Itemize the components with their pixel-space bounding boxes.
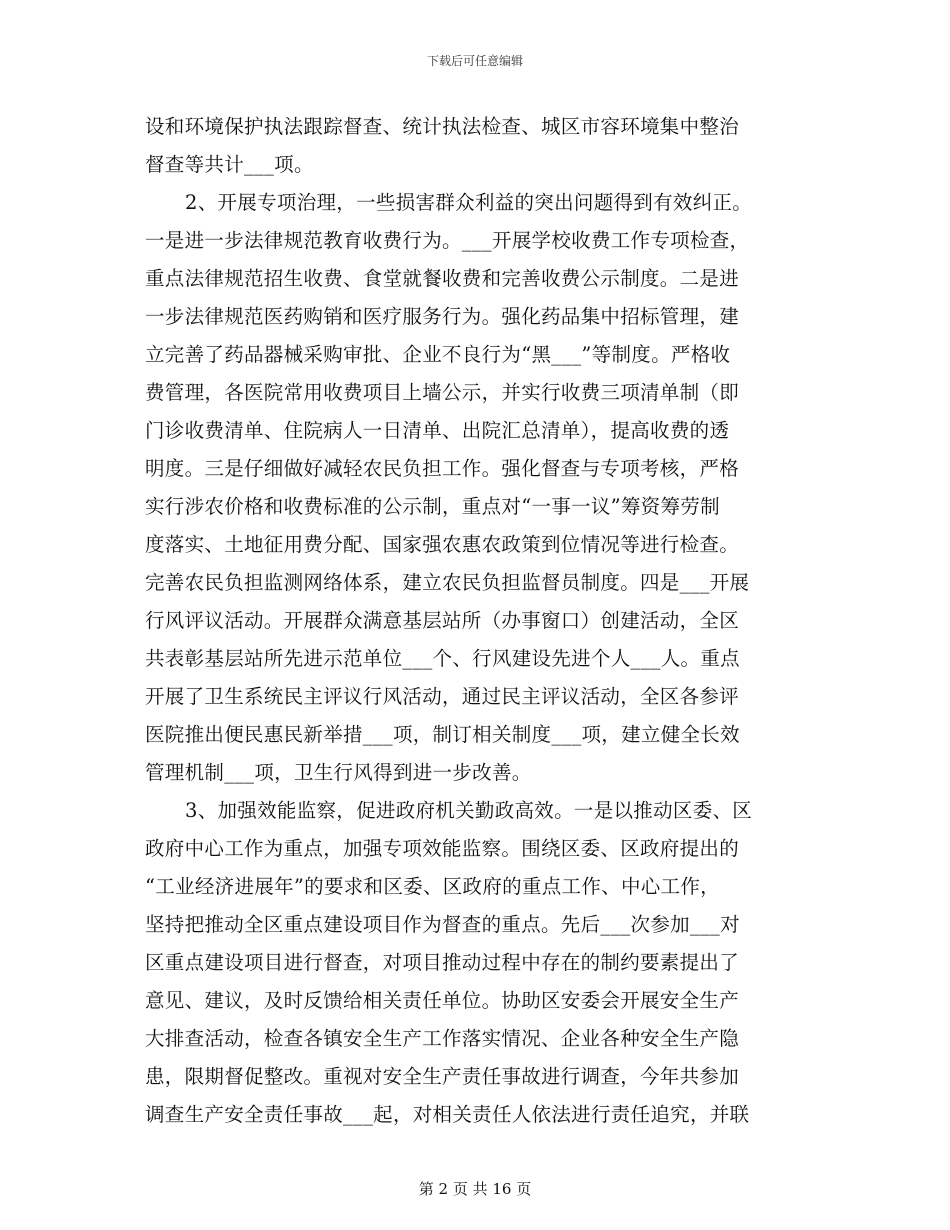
text-line: 调查生产安全责任事故___起，对相关责任人依法进行责任追究，并联 — [145, 1103, 750, 1126]
text-line: 行风评议活动。开展群众满意基层站所（办事窗口）创建活动，全区 — [145, 609, 740, 632]
text-line: 一步法律规范医药购销和医疗服务行为。强化药品集中招标管理，建 — [145, 305, 740, 328]
text-line: 一是进一步法律规范教育收费行为。___开展学校收费工作专项检查， — [145, 229, 750, 252]
text-line: 意见、建议，及时反馈给相关责任单位。协助区安委会开展安全生产 — [145, 989, 740, 1012]
text-line: 实行涉农价格和收费标准的公示制，重点对“一事一议”筹资筹劳制 — [145, 495, 720, 518]
text-line: 完善农民负担监测网络体系，建立农民负担监督员制度。四是___开展 — [145, 571, 750, 594]
text-line: 政府中心工作为重点，加强专项效能监察。围绕区委、区政府提出的 — [145, 837, 740, 860]
text-line: 患，限期督促整改。重视对安全生产责任事故进行调查，今年共参加 — [145, 1065, 740, 1088]
text-line: 管理机制___项，卫生行风得到进一步改善。 — [145, 761, 532, 784]
text-line: 设和环境保护执法跟踪督查、统计执法检查、城区市容环境集中整治 — [145, 115, 740, 138]
text-line: 医院推出便民惠民新举措___项，制订相关制度___项，建立健全长效 — [145, 723, 740, 746]
text-line: 重点法律规范招生收费、食堂就餐收费和完善收费公示制度。二是进 — [145, 267, 740, 290]
text-line: 督查等共计___项。 — [145, 153, 314, 176]
text-line: 费管理，各医院常用收费项目上墙公示，并实行收费三项清单制（即 — [145, 381, 740, 404]
text-line: 大排查活动，检查各镇安全生产工作落实情况、企业各种安全生产隐 — [145, 1027, 740, 1050]
text-line: 门诊收费清单、住院病人一日清单、出院汇总清单），提高收费的透 — [145, 419, 730, 442]
text-line: 3、加强效能监察，促进政府机关勤政高效。一是以推动区委、区 — [185, 799, 753, 822]
page-header: 下载后可任意编辑 — [426, 54, 523, 68]
text-line: 明度。三是仔细做好减轻农民负担工作。强化督查与专项考核，严格 — [145, 457, 740, 480]
text-line: 度落实、土地征用费分配、国家强农惠农政策到位情况等进行检查。 — [145, 533, 740, 556]
body-text — [145, 108, 810, 1134]
text-line: 坚持把推动全区重点建设项目作为督查的重点。先后___次参加___对 — [145, 913, 740, 936]
text-line: 共表彰基层站所先进示范单位___个、行风建设先进个人___人。重点 — [145, 647, 740, 670]
page-footer: 第 2 页 共 16 页 — [418, 1180, 532, 1198]
text-line: 立完善了药品器械采购审批、企业不良行为“黑___”等制度。严格收 — [145, 343, 731, 366]
text-line: “工业经济进展年”的要求和区委、区政府的重点工作、中心工作， — [145, 875, 720, 898]
text-line: 区重点建设项目进行督查，对项目推动过程中存在的制约要素提出了 — [145, 951, 740, 974]
text-line: 开展了卫生系统民主评议行风活动，通过民主评议活动，全区各参评 — [145, 685, 740, 708]
text-line: 2、开展专项治理，一些损害群众利益的突出问题得到有效纠正。 — [185, 191, 753, 214]
